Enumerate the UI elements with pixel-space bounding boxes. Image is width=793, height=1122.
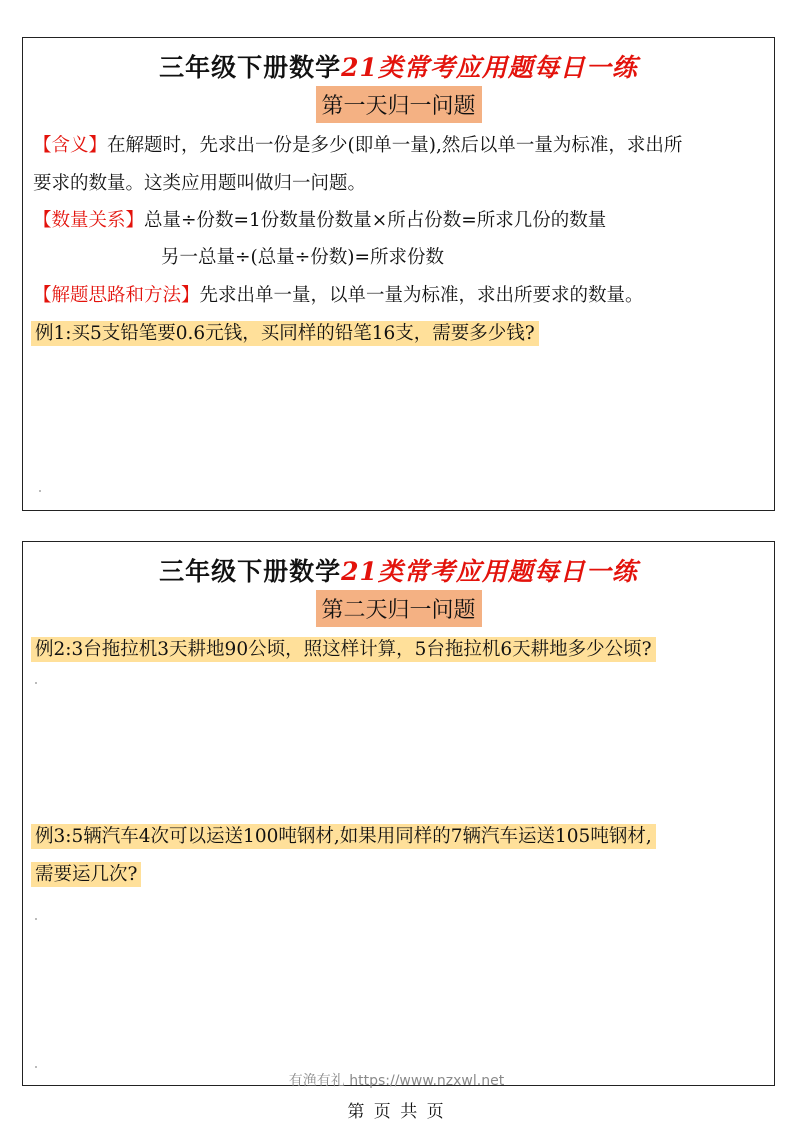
- title-main: 三年级下册数学: [159, 557, 342, 586]
- day-label: 第一天归一问题: [315, 86, 481, 123]
- meaning-line-2: 要求的数量。这类应用题叫做归一问题。: [33, 173, 367, 194]
- worksheet-title: [23, 48, 774, 84]
- example-3-text-2: 需要运几次?: [31, 862, 141, 887]
- relation-text-1: 总量÷份数=1份数量份数量×所占份数=所求几份的数量: [144, 210, 607, 231]
- day-label: 第二天归一问题: [315, 590, 481, 627]
- day-two-card: [22, 541, 775, 1086]
- example-1-text: 例1:买5支铅笔要0.6元钱，买同样的铅笔16支，需要多少钱?: [31, 321, 539, 346]
- worksheet-title: [23, 552, 774, 588]
- meaning-line-1: [33, 133, 682, 159]
- example-2-text: 例2:3台拖拉机3天耕地90公顷，照这样计算，5台拖拉机6天耕地多少公顷?: [31, 637, 656, 662]
- scan-speck: [39, 490, 41, 492]
- example-3-line-1: [31, 824, 656, 850]
- title-accent: 21类常考应用题每日一练: [341, 557, 638, 586]
- relation-line-2: 另一总量÷(总量÷份数)=所求份数: [161, 247, 444, 268]
- meaning-text-1: 在解题时，先求出一份是多少(即单一量),然后以单一量为标准，求出所: [107, 135, 683, 156]
- example-1: [31, 321, 539, 347]
- day-one-card: [22, 37, 775, 511]
- scan-speck: [35, 1066, 37, 1068]
- example-3-text-1: 例3:5辆汽车4次可以运送100吨钢材,如果用同样的7辆汽车运送105吨钢材,: [31, 824, 656, 849]
- scan-speck: [35, 682, 37, 684]
- relation-line-1: [33, 208, 606, 234]
- title-main: 三年级下册数学: [159, 53, 342, 82]
- method-tag: 【解题思路和方法】: [33, 285, 200, 306]
- title-accent: 21类常考应用题每日一练: [341, 53, 638, 82]
- watermark: 有渔有礼 https://www.nzxwl.net: [288, 1073, 505, 1089]
- example-3-line-2: [31, 862, 141, 888]
- method-line: [33, 283, 644, 309]
- method-text: 先求出单一量，以单一量为标准，求出所要求的数量。: [199, 285, 644, 306]
- meaning-tag: 【含义】: [33, 135, 108, 156]
- page-number: 第 页 共 页: [347, 1102, 446, 1122]
- relation-tag: 【数量关系】: [33, 210, 145, 231]
- example-2: [31, 637, 656, 663]
- scan-speck: [35, 918, 37, 920]
